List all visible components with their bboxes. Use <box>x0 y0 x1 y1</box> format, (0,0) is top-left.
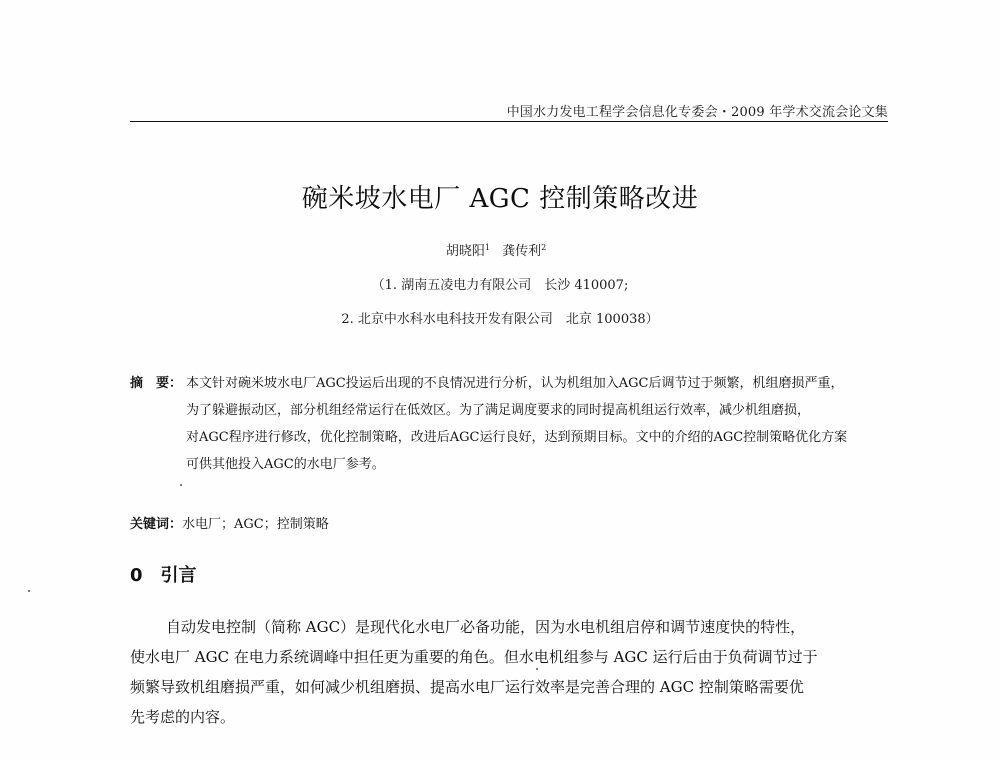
affiliation-2: 2. 北京中水科水电科技开发有限公司 北京 100038） <box>341 312 659 327</box>
abstract-line <box>130 370 890 397</box>
header-rule <box>130 121 888 122</box>
scan-speck <box>180 484 182 486</box>
section-title: 引言 <box>160 565 197 586</box>
author-name: 胡晓阳 <box>445 244 485 259</box>
abstract <box>130 370 890 478</box>
body-line: 先考虑的内容。 <box>130 708 236 726</box>
body-line: 使水电厂 AGC 在电力系统调峰中担任更为重要的角色。但水电机组参与 AGC 运行后由于负荷调节过于 <box>130 648 818 666</box>
scan-speck <box>28 590 30 592</box>
body-paragraph <box>130 612 892 732</box>
running-header: 中国水力发电工程学会信息化专委会・2009 年学术交流会论文集 <box>506 105 888 120</box>
author-list <box>0 240 1000 259</box>
scan-speck <box>536 668 538 670</box>
body-line: 自动发电控制（简称 AGC）是现代化水电厂必备功能，因为水电机组启停和调节速度快的特性， <box>166 618 806 636</box>
paper-title: 碗米坡水电厂 AGC 控制策略改进 <box>301 184 699 214</box>
keywords-value: 水电厂；AGC；控制策略 <box>182 517 329 532</box>
abstract-line: 可供其他投入AGC的水电厂参考。 <box>186 457 385 472</box>
keywords <box>130 513 329 532</box>
body-line: 频繁导致机组磨损严重，如何减少机组磨损、提高水电厂运行效率是完善合理的 AGC 控制策略需要优 <box>130 678 804 696</box>
author-affil-mark: 2 <box>541 242 547 252</box>
section-heading <box>130 561 197 587</box>
author-name: 龚传利 <box>502 244 542 259</box>
abstract-label: 摘 要： <box>130 376 183 391</box>
author-affil-mark: 1 <box>484 242 490 252</box>
abstract-line: 对AGC程序进行修改，优化控制策略，改进后AGC运行良好，达到预期目标。文中的介绍的AGC控制策略优化方案 <box>186 430 848 445</box>
abstract-line: 为了躲避振动区，部分机组经常运行在低效区。为了满足调度要求的同时提高机组运行效率，减少机组磨损， <box>186 403 811 418</box>
affiliation-1: （1. 湖南五凌电力有限公司 长沙 410007; <box>371 278 629 293</box>
keywords-label: 关键词： <box>130 517 183 532</box>
section-number: 0 <box>130 565 143 586</box>
abstract-text: 本文针对碗米坡水电厂AGC投运后出现的不良情况进行分析，认为机组加入AGC后调节过于频繁，机组磨损严重， <box>186 376 844 391</box>
